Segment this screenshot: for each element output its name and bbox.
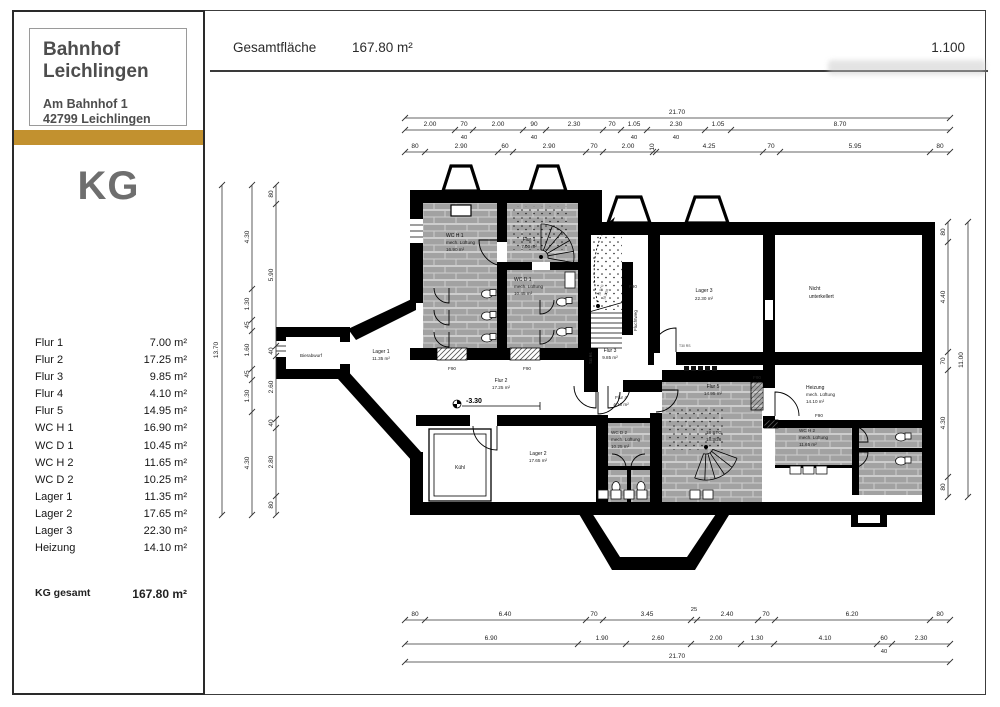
built-in-units <box>684 366 717 371</box>
room-label: Lager 3 <box>695 288 713 294</box>
dim-label: 70 <box>590 143 598 150</box>
dim-label: 4.30 <box>244 230 251 244</box>
stair-label: 18 STG <box>597 283 605 297</box>
dim-label: 2.80 <box>268 455 275 469</box>
dim-label: 6.20 <box>845 611 859 618</box>
dim-label: 80 <box>411 143 419 150</box>
dim-label: 21.70 <box>668 109 686 116</box>
room-label: Flur 2 <box>494 378 508 384</box>
room-label: Lager 2 <box>529 451 547 457</box>
dim-label: 13.70 <box>213 341 220 359</box>
table-row: Flur 3 9.85 m² <box>35 371 187 384</box>
dim-label: 70 <box>460 121 468 128</box>
dim-label: 4.10 <box>818 635 832 642</box>
dim-label: 3.45 <box>640 611 654 618</box>
dim-label: 40 <box>460 135 468 141</box>
table-row: WC D 1 10.45 m² <box>35 439 187 452</box>
room-label: 16.90 m² <box>446 247 465 252</box>
room-label: 10.25 m² <box>611 444 630 449</box>
table-row: Lager 3 22.30 m² <box>35 525 187 538</box>
escape-route-label: Fluchtweg <box>633 310 638 331</box>
project-title: Bahnhof Leichlingen <box>43 39 149 82</box>
dim-label: 2.30 <box>914 635 928 642</box>
dim-label: 21.70 <box>668 653 686 660</box>
dim-label: 6.90 <box>484 635 498 642</box>
dim-label: 40 <box>268 347 275 355</box>
room-label: 11.65 m² <box>799 442 817 447</box>
dim-label: 2.00 <box>709 635 723 642</box>
dim-label: 70 <box>940 357 947 365</box>
shower-icon <box>565 272 575 288</box>
room-label: WC H 2 <box>799 428 816 433</box>
total-area-label: Gesamtfläche <box>233 40 317 55</box>
dim-label: 70 <box>590 611 598 618</box>
room-label: 17.25 m² <box>491 385 511 390</box>
dim-label: 1.05 <box>627 121 641 128</box>
dim-label: 70 <box>608 121 616 128</box>
dim-label: 1.30 <box>750 635 764 642</box>
dim-label: 40 <box>268 419 275 427</box>
stair-label: 18.3/26 <box>602 288 610 301</box>
room-label: Kühl <box>454 465 466 471</box>
dim-label: 2.90 <box>542 143 556 150</box>
stair-label: 18 STG <box>706 430 722 435</box>
room-label: 11.35 m² <box>372 356 390 361</box>
table-row: WC H 1 16.90 m² <box>35 422 187 435</box>
dim-label: 4.30 <box>244 456 251 470</box>
fire-door-label: T30 RS <box>589 352 593 364</box>
dim-label: 5.95 <box>848 143 862 150</box>
fire-rating-label: F90 <box>448 366 456 371</box>
total-area-value: 167.80 m² <box>352 40 413 55</box>
dim-label: 2.40 <box>720 611 734 618</box>
room-label: Flur 1 <box>522 237 536 243</box>
dim-label: 40 <box>672 135 680 141</box>
room-label: Flur 4 <box>615 395 627 400</box>
room-label: Nicht <box>809 286 821 292</box>
room-label: WC H 1 <box>446 233 464 239</box>
fire-rating-label: F90 <box>629 284 637 289</box>
floor-label: KG <box>77 164 140 208</box>
room-label: mech. Lüftung <box>806 392 836 397</box>
dim-label: 45 <box>244 321 251 329</box>
room-label: mech. Lüftung <box>611 437 641 442</box>
fire-door-label: T30 RS <box>679 344 691 348</box>
walkline-start-dot <box>596 304 600 308</box>
dim-label: 25 <box>690 607 698 613</box>
room-label: 17.65 m² <box>528 458 548 463</box>
dim-label: 80 <box>940 483 947 491</box>
fire-rating-label: F90 <box>815 413 823 418</box>
room-label: 14.10 m² <box>806 399 825 404</box>
dim-label: 5.90 <box>268 268 275 282</box>
room-label: Bierabwurf <box>300 353 322 358</box>
room-label: 9.85 m² <box>602 355 618 360</box>
dim-label: 40 <box>530 135 538 141</box>
table-row: Flur 1 7.00 m² <box>35 337 187 349</box>
dim-label: 6.40 <box>498 611 512 618</box>
room-label: Flur 3 <box>603 348 617 354</box>
room-label: WC D 2 <box>611 430 628 435</box>
dim-label: 2.60 <box>651 635 665 642</box>
table-row: Lager 1 11.35 m² <box>35 490 187 503</box>
total-row: KG gesamt 167.80 m² <box>35 587 187 601</box>
room-label: Flur 5 <box>706 384 720 390</box>
dim-label: 80 <box>411 611 419 618</box>
dim-label: 4.30 <box>940 416 947 430</box>
room-label: unterkellert <box>809 294 834 300</box>
table-row: Flur 2 17.25 m² <box>35 354 187 367</box>
room-label: mech. Lüftung <box>446 240 476 245</box>
dim-label: 45 <box>244 370 251 378</box>
dim-label: 8.70 <box>833 121 847 128</box>
dim-label: 1.05 <box>711 121 725 128</box>
level-value: -3.30 <box>466 398 482 405</box>
room-label: mech. Lüftung <box>514 284 544 289</box>
dim-label: 80 <box>268 190 275 198</box>
table-row: Lager 2 17.65 m² <box>35 507 187 520</box>
dim-label: 80 <box>936 143 944 150</box>
dim-label: 2.00 <box>491 121 505 128</box>
dim-label: 1.60 <box>244 343 251 357</box>
dim-label: 40 <box>880 649 888 655</box>
dim-label: 40 <box>630 135 638 141</box>
dim-label: 80 <box>940 228 947 236</box>
dim-label: 80 <box>936 611 944 618</box>
table-row: Flur 5 14.95 m² <box>35 405 187 418</box>
dim-label: 80 <box>268 501 275 509</box>
dim-label: 70 <box>767 143 775 150</box>
room-label: Heizung <box>806 385 825 391</box>
room-label: mech. Lüftung <box>799 435 829 440</box>
level-marker <box>453 398 540 410</box>
dim-label: 4.25 <box>702 143 716 150</box>
room-label: 4.10 m² <box>613 402 629 407</box>
dim-label: 90 <box>530 121 538 128</box>
fire-rating-label: F90 <box>523 366 531 371</box>
project-address: Am Bahnhof 1 42799 Leichlingen <box>43 96 151 127</box>
room-label: WC D 1 <box>514 277 532 283</box>
dim-label: 1.90 <box>595 635 609 642</box>
dim-label: 70 <box>762 611 770 618</box>
fire-rating-label: F90 <box>753 375 761 380</box>
room-label: 10.45 m² <box>514 291 533 296</box>
dim-label: 4.40 <box>940 290 947 304</box>
dim-label: 1.30 <box>244 389 251 403</box>
dim-label: 10 <box>649 143 656 151</box>
table-row: WC D 2 10.25 m² <box>35 473 187 486</box>
straight-stair-treads <box>591 313 622 348</box>
dim-label: 2.30 <box>669 121 683 128</box>
dim-label: 60 <box>880 635 888 642</box>
dim-label: 1.30 <box>244 297 251 311</box>
table-row: WC H 2 11.65 m² <box>35 456 187 469</box>
dim-label: 2.00 <box>423 121 437 128</box>
dim-label: 2.60 <box>268 380 275 394</box>
room-label: Lager 1 <box>372 349 390 355</box>
dim-label: 2.90 <box>454 143 468 150</box>
dim-label: 60 <box>501 143 509 150</box>
dim-label: 2.00 <box>621 143 635 150</box>
dim-label: 2.30 <box>567 121 581 128</box>
drawing-scale: 1.100 <box>931 40 965 55</box>
table-row: Flur 4 4.10 m² <box>35 388 187 401</box>
room-label: 22.30 m² <box>694 296 714 301</box>
room-label: 14.95 m² <box>703 391 723 396</box>
room-label: 7.00 m² <box>521 244 537 249</box>
dim-label: 11.00 <box>958 352 965 368</box>
stair-label: 18.3/26 <box>706 437 722 442</box>
table-row: Heizung 14.10 m² <box>35 542 187 555</box>
